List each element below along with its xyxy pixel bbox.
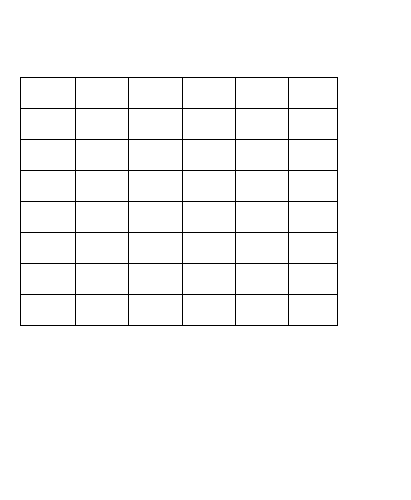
- header-cadera: [236, 78, 289, 109]
- table-cell: [21, 233, 76, 264]
- table-cell: [289, 295, 338, 326]
- table-header-row: [21, 78, 338, 109]
- table-row: [21, 109, 338, 140]
- table-cell: [289, 202, 338, 233]
- table-cell: [21, 264, 76, 295]
- table-cell: [76, 202, 129, 233]
- table-cell: [236, 109, 289, 140]
- table-cell: [129, 171, 183, 202]
- product-photo: [38, 376, 158, 476]
- header-cintura: [183, 78, 236, 109]
- header-tiro: [129, 78, 183, 109]
- table-cell: [21, 295, 76, 326]
- table-row: [21, 233, 338, 264]
- page-title: [20, 33, 350, 53]
- table-cell: [289, 109, 338, 140]
- table-cell: [289, 233, 338, 264]
- table-cell: [236, 264, 289, 295]
- table-cell: [76, 109, 129, 140]
- table-cell: [289, 171, 338, 202]
- table-cell: [236, 202, 289, 233]
- table-cell: [183, 109, 236, 140]
- table-cell: [21, 109, 76, 140]
- table-cell: [183, 295, 236, 326]
- table-cell: [129, 202, 183, 233]
- table-row: [21, 295, 338, 326]
- header-puno: [289, 78, 338, 109]
- table-cell: [183, 202, 236, 233]
- table-cell: [183, 171, 236, 202]
- table-cell: [289, 140, 338, 171]
- table-cell: [236, 140, 289, 171]
- table-cell: [76, 295, 129, 326]
- table-row: [21, 202, 338, 233]
- size-table: [20, 77, 338, 326]
- table-cell: [289, 264, 338, 295]
- table-cell: [21, 140, 76, 171]
- table-cell: [129, 109, 183, 140]
- table-cell: [236, 171, 289, 202]
- table-cell: [183, 233, 236, 264]
- table-cell: [21, 202, 76, 233]
- table-cell: [129, 264, 183, 295]
- table-cell: [76, 171, 129, 202]
- table-cell: [236, 295, 289, 326]
- header-largo: [76, 78, 129, 109]
- table-cell: [129, 233, 183, 264]
- table-cell: [76, 140, 129, 171]
- table-cell: [236, 233, 289, 264]
- table-row: [21, 140, 338, 171]
- table-cell: [76, 264, 129, 295]
- table-row: [21, 171, 338, 202]
- header-talles: [21, 78, 76, 109]
- table-cell: [183, 140, 236, 171]
- table-cell: [129, 140, 183, 171]
- table-cell: [76, 233, 129, 264]
- table-cell: [21, 171, 76, 202]
- table-cell: [183, 264, 236, 295]
- table-row: [21, 264, 338, 295]
- table-cell: [129, 295, 183, 326]
